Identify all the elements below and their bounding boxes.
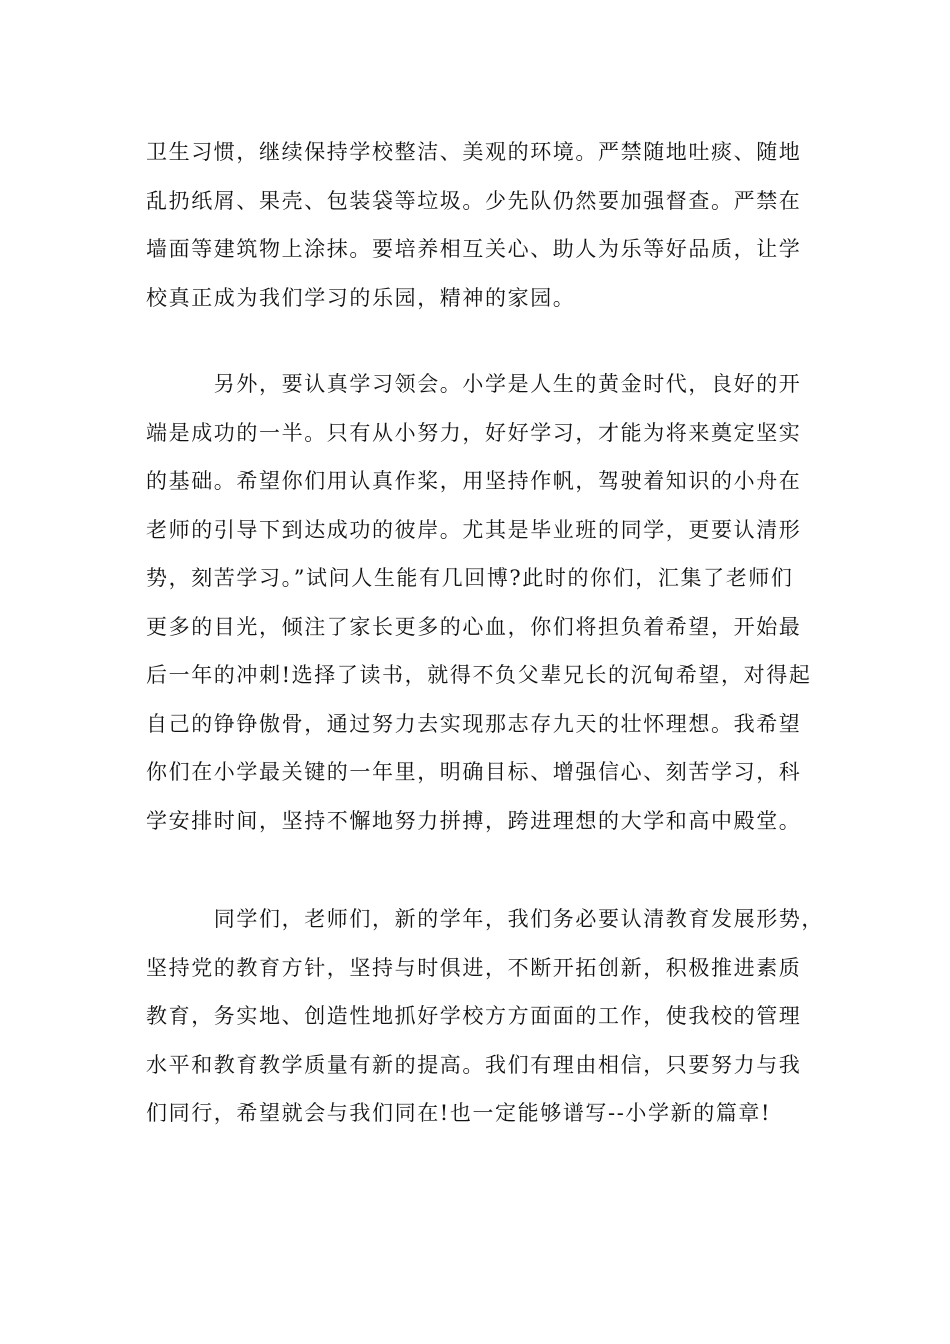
paragraph-study: 另外，要认真学习领会。小学是人生的黄金时代，良好的开 端是成功的一半。只有从小努力，好好学习，才能为将来奠定坚实 的基础。希望你们用认真作桨，用坚持作帆，驾驶着知识的小舟在 老师的引导下到达成功的彼岸。尤其是毕业班的同学，更要认清形 势，刻苦学习。”试问人生能有几回博?此时的你们，汇集了老师们 更多的目光，倾注了家长更多的心血，你们将担负着希望，开始最 后一年的冲刺!选择了读书，就得不负父辈兄长的沉甸希望，对得起 自己的铮铮傲骨，通过努力去实现那志存九天的壮怀理想。我希望 你们在小学最关键的一年里，明确目标、增强信心、刻苦学习，科 学安排时间，坚持不懈地努力拼搏，跨进理想的大学和高中殿堂。 xyxy=(146,372,812,833)
paragraph-closing: 同学们，老师们，新的学年，我们务必要认清教育发展形势， 坚持党的教育方针，坚持与时俱进，不断开拓创新，积极推进素质 教育，务实地、创造性地抓好学校方方面面的工作，使我校的管理 水平和教育教学质量有新的提高。我们有理由相信，只要努力与我 们同行，希望就会与我们同在!也一定能够谱写--小学新的篇章! xyxy=(146,907,824,1125)
paragraph-hygiene: 卫生习惯，继续保持学校整洁、美观的环境。严禁随地吐痰、随地 乱扔纸屑、果壳、包装袋等垃圾。少先队仍然要加强督查。严禁在 墙面等建筑物上涂抹。要培养相互关心、助人为乐等好品质，让学 校真正成为我们学习的乐园，精神的家园。 xyxy=(146,140,802,310)
